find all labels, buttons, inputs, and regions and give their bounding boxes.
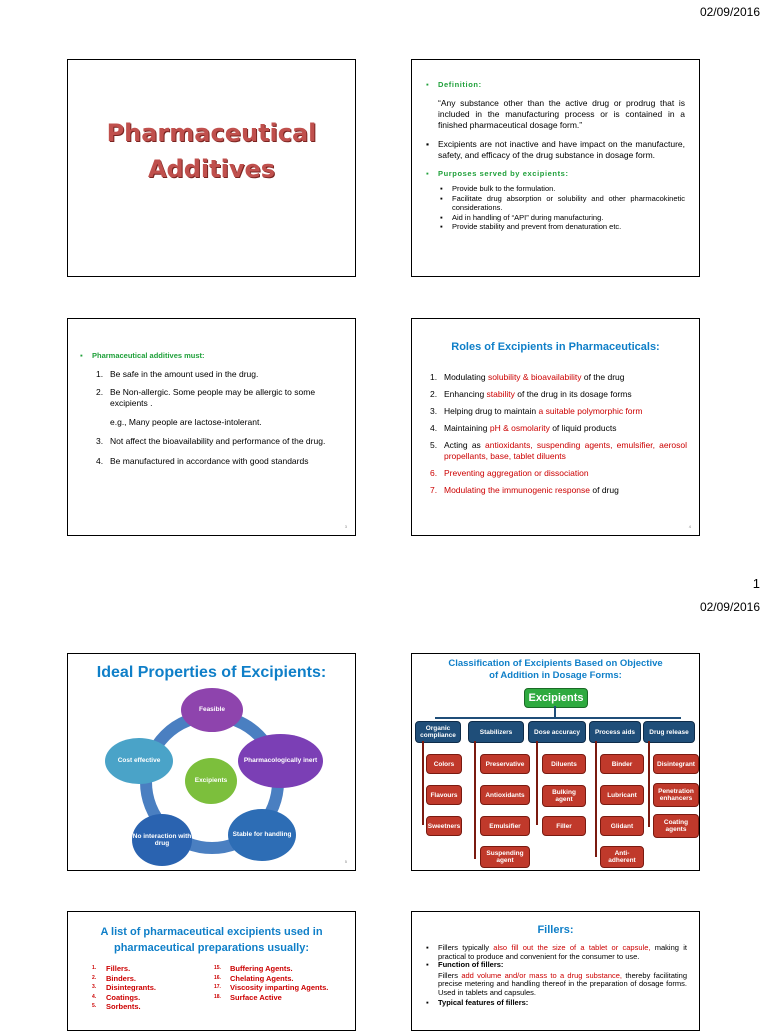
leaf-sweetners: Sweetners — [426, 816, 462, 836]
list-item: Chelating Agents. — [230, 973, 294, 983]
category-organic-compliance: Organic compliance — [415, 721, 461, 743]
slide-classification — [411, 653, 700, 871]
leaf-bulking-agent: Bulking agent — [542, 785, 586, 807]
fillers-function-label: ▪ Function of fillers: — [426, 961, 687, 970]
definition-text: “Any substance other than the active drug or prodrug that is included in the manufacturing process or is contained in a finished pharmaceutical dosage form.” — [438, 97, 685, 130]
leaf-glidant: Glidant — [600, 816, 644, 836]
list-item: Buffering Agents. — [230, 964, 293, 973]
must-example: e.g., Many people are lactose-intolerant. — [110, 416, 262, 427]
classification-title-line2: of Addition in Dosage Forms: — [489, 670, 622, 681]
slide-roles: Roles of Excipients in Pharmaceuticals: 1. Modulating solubility & bioavailability of the drug 2. Enhancing stability of the drug in its dosage forms 3. Helping drug to maintain a suitable polymorphic form 4. Maintaining pH & osmolarity of liquid products 5. Acting as antioxidants, suspending agents, emulsifier, aerosol propellants, base, tablet diluents 6. Preventing aggregation or dissociation 7. Modulating the immunogenic response of drug 4 — [411, 318, 700, 536]
leaf-penetration-enhancers: Penetration enhancers — [653, 783, 699, 807]
fillers-features-label: ▪ Typical features of fillers: — [426, 999, 687, 1008]
role-item: Maintaining pH & osmolarity of liquid products — [444, 423, 617, 433]
leaf-filler: Filler — [542, 816, 586, 836]
leaf-flavours: Flavours — [426, 785, 462, 805]
category-dose-accuracy: Dose accuracy — [528, 721, 586, 743]
page-number: 1 — [752, 576, 760, 591]
leaf-anti-adherent: Anti-adherent — [600, 846, 644, 868]
role-item: Preventing aggregation or dissociation — [444, 468, 589, 478]
root-excipients: Excipients — [524, 688, 588, 708]
role-item: Modulating solubility & bioavailability of the drug — [444, 372, 625, 382]
slide-ideal-properties — [67, 653, 356, 871]
fillers-bullet: ▪ Fillers typically also fill out the size of a tablet or capsule, making it practical to produce and convenient for the consumer to use. — [426, 944, 687, 961]
fillers-title: Fillers: — [537, 924, 574, 936]
slide-title — [67, 59, 356, 277]
ideal-title: Ideal Properties of Excipients: — [96, 664, 327, 681]
node-feasible: Feasible — [181, 688, 243, 732]
must-item: Be safe in the amount used in the drug. — [110, 368, 259, 379]
must-item: Be Non-allergic. Some people may be allergic to some excipients . — [110, 386, 316, 408]
connector — [435, 717, 681, 719]
connector — [536, 741, 538, 825]
leaf-disintegrant: Disintegrant — [653, 754, 699, 774]
role-item: Helping drug to maintain a suitable polymorphic form — [444, 406, 643, 416]
list-item: Sorbents. — [106, 1002, 141, 1011]
slide-title-line1: Pharmaceutical — [106, 119, 317, 147]
slide-additives-must: ▪ Pharmaceutical additives must: 1. Be safe in the amount used in the drug. 2. Be Non-allergic. Some people may be allergic to some excipients . e.g., Many people are lactose-intolerant. 3. Not affect the bioavailability and performance of the drug. 4. Be manufactured in accordance with good standards 3 — [67, 318, 356, 536]
roles-title: Roles of Excipients in Pharmaceuticals: — [451, 341, 660, 353]
node-center-excipients: Excipients — [185, 758, 237, 804]
must-item: Be manufactured in accordance with good standards — [110, 455, 309, 466]
connector — [595, 741, 597, 857]
slide-number: 5 — [344, 859, 347, 864]
purpose-item: ▪ Facilitate drug absorption or solubility and other pharmacokinetic considerations. — [440, 194, 685, 213]
connector — [554, 706, 556, 717]
slide-title-line2: Additives — [147, 155, 276, 183]
leaf-colors: Colors — [426, 754, 462, 774]
slide-excipient-list: A list of pharmaceutical excipients used in pharmaceutical preparations usually: 1. Fillers. 2. Binders. 3. Disintegrants. 4. Coatings. 5. Sorbents. 15. Buffering Agents. 16. Chelating Agents. 17. Viscosity imparting Agents. 18. Surface Active — [67, 911, 356, 1031]
leaf-coating-agents: Coating agents — [653, 814, 699, 838]
list-title-line1: A list of pharmaceutical excipients used in — [100, 926, 323, 938]
slide-number: 3 — [344, 524, 347, 529]
slide-number: 4 — [688, 524, 691, 529]
category-stabilizers: Stabilizers — [468, 721, 524, 743]
list-item: Surface Active — [230, 992, 282, 1002]
header-date: 02/09/2016 — [699, 5, 760, 19]
list-item: Fillers. — [106, 964, 131, 973]
classification-title-line1: Classification of Excipients Based on Objective — [448, 658, 663, 669]
connector — [422, 741, 424, 825]
leaf-diluents: Diluents — [542, 754, 586, 774]
definition-label: ▪ Definition: — [426, 80, 685, 90]
role-item: Acting as antioxidants, suspending agents, emulsifier, aerosol propellants, base, tablet diluents — [444, 440, 687, 461]
purpose-item: ▪ Provide bulk to the formulation. — [440, 184, 685, 194]
leaf-suspending-agent: Suspending agent — [480, 846, 530, 868]
purposes-label: ▪ Purposes served by excipients: — [426, 169, 685, 179]
leaf-antioxidants: Antioxidants — [480, 785, 530, 805]
connector — [648, 741, 650, 827]
category-drug-release: Drug release — [643, 721, 695, 743]
header-date: 02/09/2016 — [699, 600, 760, 614]
excipients-text: ▪ Excipients are not inactive and have impact on the manufacture, safety, and efficacy of the drug substance in dosage form. — [426, 139, 685, 161]
list-item: Binders. — [106, 973, 137, 983]
fillers-function-text: Fillers add volume and/or mass to a drug substance, thereby facilitating precise metering and handling thereof in the preparation of dosage forms. Used in tablets and capsules. — [438, 970, 687, 997]
node-stable-for-handling: Stable for handling — [228, 809, 296, 861]
role-item: Modulating the immunogenic response of drug — [444, 485, 619, 495]
node-cost-effective: Cost effective — [105, 738, 173, 784]
leaf-preservative: Preservative — [480, 754, 530, 774]
must-heading: ▪ Pharmaceutical additives must: — [80, 351, 339, 361]
list-item: Coatings. — [106, 992, 141, 1002]
list-item: Disintegrants. — [106, 983, 157, 992]
list-title-line2: pharmaceutical preparations usually: — [113, 942, 309, 954]
leaf-lubricant: Lubricant — [600, 785, 644, 805]
must-item: Not affect the bioavailability and performance of the drug. — [110, 435, 326, 446]
purpose-item: ▪ Aid in handling of “API” during manufacturing. — [440, 213, 685, 223]
node-pharmacologically-inert: Pharmacologically inert — [238, 734, 323, 788]
slide-fillers — [411, 911, 700, 1031]
connector — [474, 741, 476, 859]
purpose-item: ▪ Provide stability and prevent from denaturation etc. — [440, 222, 685, 232]
leaf-binder: Binder — [600, 754, 644, 774]
list-item: Viscosity imparting Agents. — [230, 983, 329, 992]
role-item: Enhancing stability of the drug in its dosage forms — [444, 389, 632, 399]
leaf-emulsifier: Emulsifier — [480, 816, 530, 836]
slide-definition — [411, 59, 700, 277]
category-process-aids: Process aids — [589, 721, 641, 743]
node-no-interaction: No interaction with drug — [132, 814, 192, 866]
